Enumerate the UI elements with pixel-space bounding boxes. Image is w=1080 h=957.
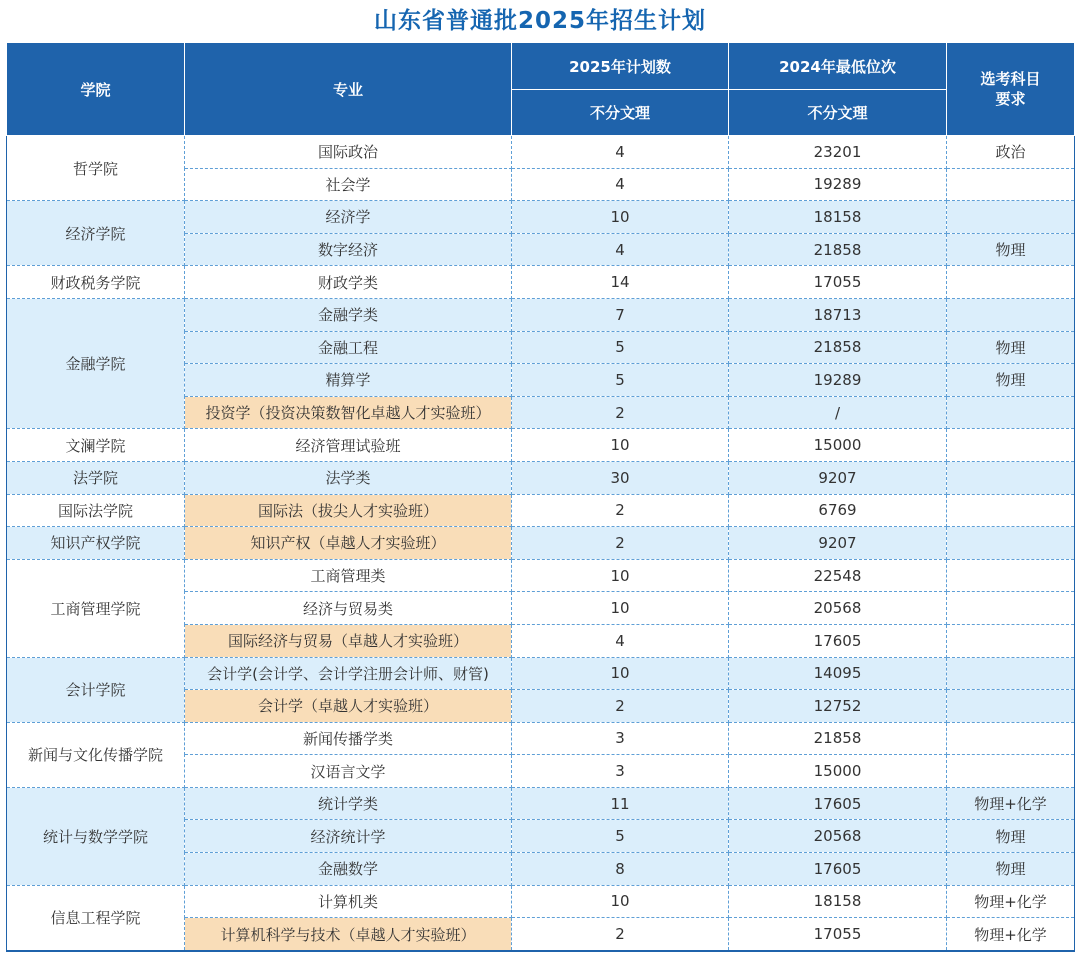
table-row [7,201,1075,234]
table-row [7,527,1075,560]
major-cell: 新闻传播学类 [185,722,512,755]
major-cell: 统计学类 [185,787,512,820]
subject-requirement-cell [947,168,1075,201]
plan-count-cell: 4 [512,136,729,169]
table-row [7,429,1075,462]
college-cell: 工商管理学院 [7,559,185,657]
major-cell: 投资学（投资决策数智化卓越人才实验班） [185,396,512,429]
min-rank-cell: 18158 [729,885,947,918]
table-body [7,136,1075,951]
page-title: 山东省普通批2025年招生计划 [373,8,706,34]
plan-count-cell: 2 [512,527,729,560]
major-cell: 国际政治 [185,136,512,169]
plan-count-cell: 4 [512,624,729,657]
header-college: 学院 [7,43,185,136]
plan-count-cell: 10 [512,657,729,690]
subject-requirement-cell [947,494,1075,527]
table-row [7,494,1075,527]
college-cell: 知识产权学院 [7,527,185,560]
min-rank-cell: 22548 [729,559,947,592]
header-major: 专业 [185,43,512,136]
subject-requirement-cell [947,298,1075,331]
plan-count-cell: 10 [512,559,729,592]
min-rank-cell: / [729,396,947,429]
major-cell: 计算机科学与技术（卓越人才实验班） [185,918,512,951]
table-row [7,559,1075,592]
major-cell: 金融数学 [185,853,512,886]
college-cell: 金融学院 [7,298,185,428]
college-cell: 统计与数学学院 [7,787,185,885]
subject-requirement-cell: 物理+化学 [947,787,1075,820]
plan-count-cell: 7 [512,298,729,331]
min-rank-cell: 19289 [729,168,947,201]
subject-requirement-cell [947,592,1075,625]
major-cell: 经济与贸易类 [185,592,512,625]
plan-count-cell: 2 [512,918,729,951]
subject-requirement-cell [947,527,1075,560]
plan-count-cell: 2 [512,690,729,723]
major-cell: 经济管理试验班 [185,429,512,462]
min-rank-cell: 17605 [729,853,947,886]
min-rank-cell: 19289 [729,364,947,397]
min-rank-cell: 17605 [729,624,947,657]
major-cell: 金融工程 [185,331,512,364]
college-cell: 国际法学院 [7,494,185,527]
plan-count-cell: 10 [512,429,729,462]
table-row [7,657,1075,690]
min-rank-cell: 14095 [729,657,947,690]
min-rank-cell: 12752 [729,690,947,723]
min-rank-cell: 21858 [729,722,947,755]
header-rank: 2024年最低位次 [729,43,947,90]
min-rank-cell: 20568 [729,592,947,625]
min-rank-cell: 18158 [729,201,947,234]
major-cell: 会计学(会计学、会计学注册会计师、财管) [185,657,512,690]
major-cell: 经济学 [185,201,512,234]
subject-requirement-cell [947,396,1075,429]
plan-count-cell: 8 [512,853,729,886]
header-plan-sub: 不分文理 [512,90,729,136]
major-cell: 知识产权（卓越人才实验班） [185,527,512,560]
subject-requirement-cell: 政治 [947,136,1075,169]
plan-count-cell: 2 [512,396,729,429]
college-cell: 哲学院 [7,136,185,201]
subject-requirement-cell [947,201,1075,234]
major-cell: 金融学类 [185,298,512,331]
min-rank-cell: 23201 [729,136,947,169]
major-cell: 国际经济与贸易（卓越人才实验班） [185,624,512,657]
min-rank-cell: 17055 [729,918,947,951]
plan-count-cell: 5 [512,820,729,853]
min-rank-cell: 17055 [729,266,947,299]
min-rank-cell: 21858 [729,233,947,266]
plan-count-cell: 10 [512,592,729,625]
subject-requirement-cell [947,559,1075,592]
subject-requirement-cell [947,266,1075,299]
header-rank-sub: 不分文理 [729,90,947,136]
table-header [7,43,1075,136]
plan-count-cell: 5 [512,331,729,364]
major-cell: 工商管理类 [185,559,512,592]
subject-requirement-cell: 物理+化学 [947,918,1075,951]
subject-requirement-cell: 物理+化学 [947,885,1075,918]
plan-count-cell: 11 [512,787,729,820]
header-subject-text: 选考科目要求 [980,70,1041,108]
table-row [7,722,1075,755]
min-rank-cell: 17605 [729,787,947,820]
min-rank-cell: 15000 [729,755,947,788]
plan-count-cell: 4 [512,233,729,266]
major-cell: 社会学 [185,168,512,201]
college-cell: 会计学院 [7,657,185,722]
plan-count-cell: 3 [512,755,729,788]
subject-requirement-cell [947,624,1075,657]
major-cell: 法学类 [185,461,512,494]
subject-requirement-cell [947,755,1075,788]
table-row [7,885,1075,918]
major-cell: 国际法（拔尖人才实验班） [185,494,512,527]
subject-requirement-cell [947,722,1075,755]
subject-requirement-cell: 物理 [947,331,1075,364]
subject-requirement-cell [947,429,1075,462]
plan-count-cell: 10 [512,201,729,234]
plan-count-cell: 2 [512,494,729,527]
plan-count-cell: 30 [512,461,729,494]
table-row [7,136,1075,169]
plan-count-cell: 4 [512,168,729,201]
subject-requirement-cell: 物理 [947,364,1075,397]
table-row [7,298,1075,331]
min-rank-cell: 15000 [729,429,947,462]
subject-requirement-cell [947,461,1075,494]
subject-requirement-cell [947,690,1075,723]
enrollment-plan-table [6,42,1075,952]
major-cell: 会计学（卓越人才实验班） [185,690,512,723]
header-plan: 2025年计划数 [512,43,729,90]
min-rank-cell: 6769 [729,494,947,527]
subject-requirement-cell: 物理 [947,233,1075,266]
major-cell: 数字经济 [185,233,512,266]
min-rank-cell: 21858 [729,331,947,364]
subject-requirement-cell: 物理 [947,820,1075,853]
major-cell: 财政学类 [185,266,512,299]
table-row [7,461,1075,494]
min-rank-cell: 9207 [729,527,947,560]
major-cell: 经济统计学 [185,820,512,853]
subject-requirement-cell [947,657,1075,690]
college-cell: 财政税务学院 [7,266,185,299]
header-subject-requirement [947,43,1075,136]
plan-count-cell: 14 [512,266,729,299]
college-cell: 文澜学院 [7,429,185,462]
plan-count-cell: 3 [512,722,729,755]
college-cell: 法学院 [7,461,185,494]
plan-count-cell: 10 [512,885,729,918]
min-rank-cell: 20568 [729,820,947,853]
college-cell: 新闻与文化传播学院 [7,722,185,787]
table-row [7,266,1075,299]
major-cell: 精算学 [185,364,512,397]
plan-count-cell: 5 [512,364,729,397]
major-cell: 计算机类 [185,885,512,918]
college-cell: 经济学院 [7,201,185,266]
major-cell: 汉语言文学 [185,755,512,788]
subject-requirement-cell: 物理 [947,853,1075,886]
min-rank-cell: 9207 [729,461,947,494]
table-row [7,787,1075,820]
min-rank-cell: 18713 [729,298,947,331]
college-cell: 信息工程学院 [7,885,185,951]
